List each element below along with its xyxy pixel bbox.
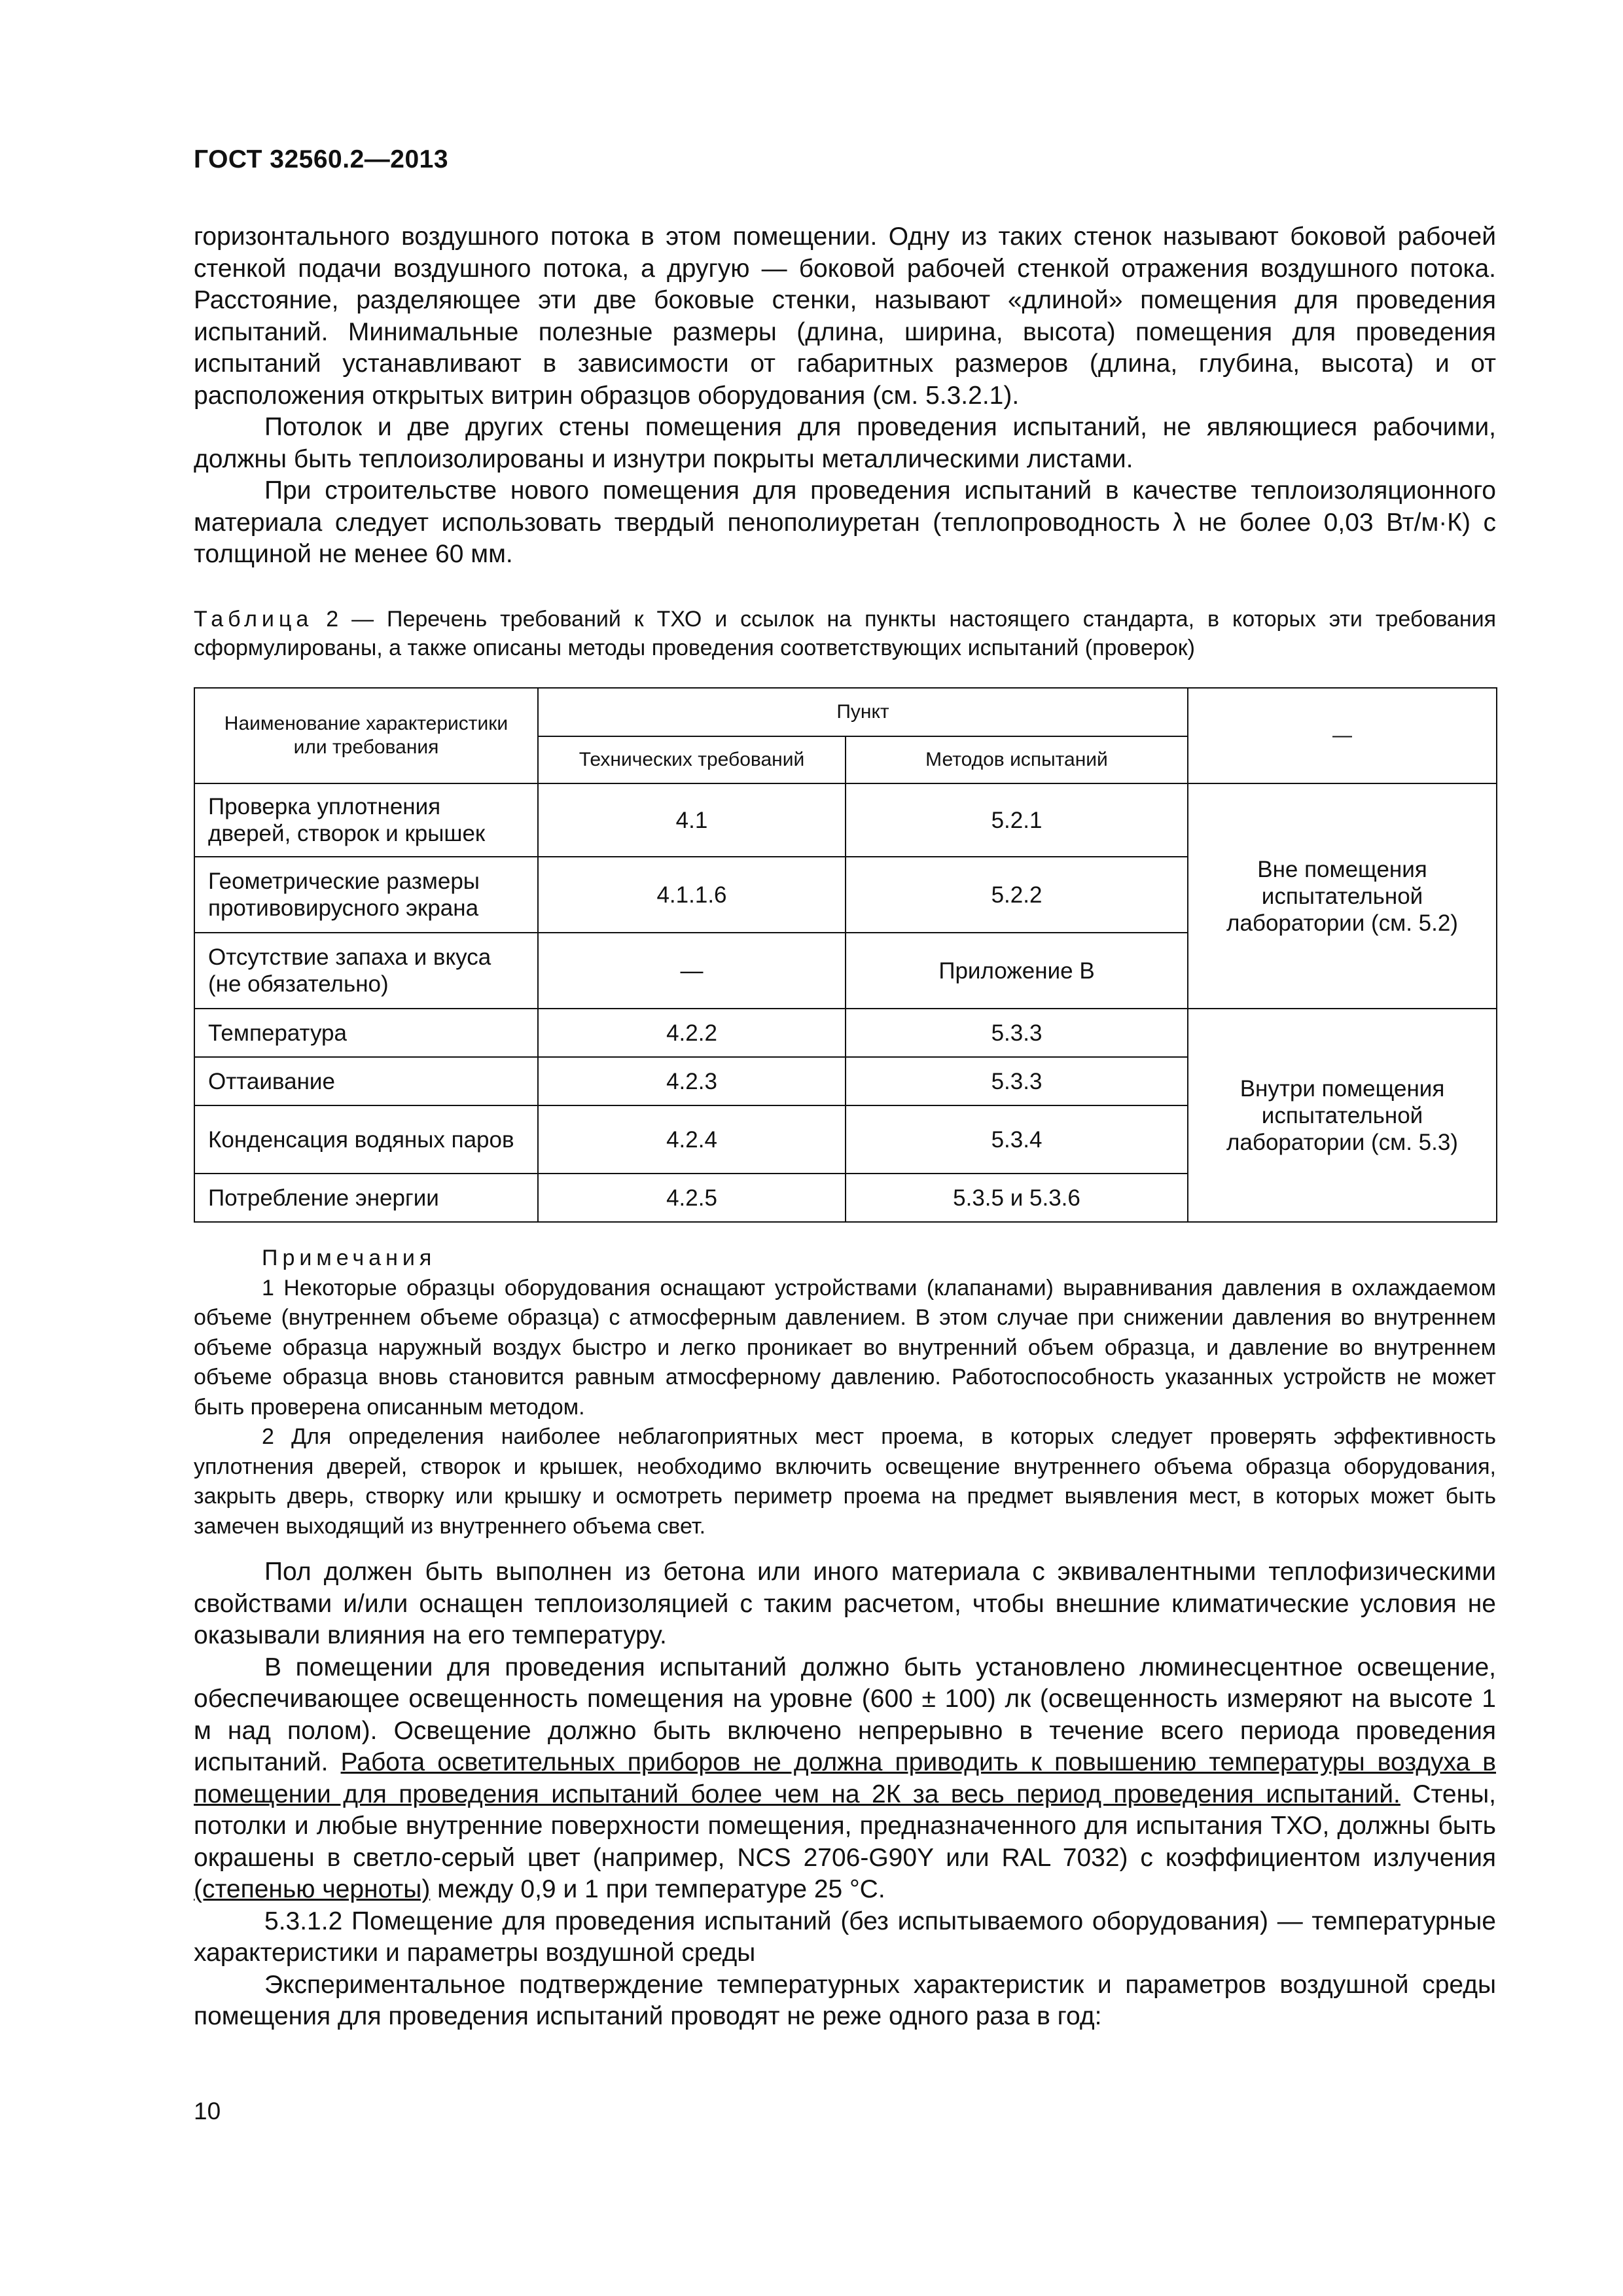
row-method: 5.3.3	[846, 1057, 1188, 1105]
row-method: 5.3.3	[846, 1009, 1188, 1057]
text-run: между 0,9 и 1 при температуре 25 °С.	[430, 1875, 885, 1903]
header-name: Наименование характеристики или требования	[194, 688, 538, 783]
row-tech: —	[538, 933, 846, 1009]
row-name: Отсутствие запаха и вкуса (не обязательно)	[194, 933, 538, 1009]
note-item: 2 Для определения наиболее неблагоприятных мест проема, в которых следует проверять эффективность уплотнения дверей, створок и крышек, необходимо включить освещение внутреннего объема образца оборудования, закрыть дверь, створку или крышку и осмотреть периметр проема на предмет выявления мест, в которых может быть замечен выходящий из внутреннего объема свет.	[194, 1424, 1496, 1539]
row-method: 5.2.1	[846, 783, 1188, 857]
table-header-row	[194, 688, 1497, 736]
requirements-table	[194, 687, 1497, 1223]
header-punkt: Пункт	[538, 688, 1188, 736]
notes-heading	[194, 1244, 1496, 1274]
text-run: В помещении для проведения испытаний должно быть установлено люминесцентное освещение, обеспечивающее освещенность помещения на уровне (600 ± 100) лк (освещенность измеряют на высоте 1 м над полом). Освещение должно быть включено непрерывно в течение всего периода проведения испытаний.	[194, 1653, 1496, 1776]
row-tech: 4.1	[538, 783, 846, 857]
paragraph: Потолок и две других стены помещения для проведения испытаний, не являющиеся рабочими, должны быть теплоизолированы и изнутри покрыты металлическими листами.	[194, 413, 1496, 473]
row-method: 5.3.5 и 5.3.6	[846, 1174, 1188, 1222]
paragraph: Пол должен быть выполнен из бетона или иного материала с эквивалентными теплофизическими свойствами и/или оснащен теплоизоляцией с таким расчетом, чтобы внешние климатические условия не оказывали влияния на его температуру.	[194, 1558, 1496, 1649]
paragraph: При строительстве нового помещения для проведения испытаний в качестве теплоизоляционного материала следует использовать твердый пенополиуретан (теплопроводность λ не более 0,03 Вт/м·К) с толщиной не менее 60 мм.	[194, 476, 1496, 568]
table-caption-label: Таблица	[194, 607, 313, 632]
text-run: Стены, потолки и любые внутренние поверхности помещения, предназначенного для испытания ТХО, должны быть окрашены в светло-серый цвет (например, NCS 2706-G90Y или RAL 7032) с коэффициентом излучения	[194, 1780, 1497, 1872]
table-caption	[194, 605, 1496, 662]
notes-block	[194, 1244, 1496, 1541]
section-heading: 5.3.1.2 Помещение для проведения испытаний (без испытываемого оборудования) — температурные характеристики и параметры воздушной среды	[194, 1907, 1496, 1967]
note-item: 1 Некоторые образцы оборудования оснащают устройствами (клапанами) выравнивания давления в охлаждаемом объеме (внутреннем объеме образца) с атмосферным давлением. В этом случае при снижении давления во внутреннем объеме образца наружный воздух быстро и легко проникает во внутренний объем образца, и давление во внутреннем объеме образца вновь становится равным атмосферному давлению. Работоспособность указанных устройств не может быть проверена описанным методом.	[194, 1275, 1496, 1420]
row-tech: 4.2.5	[538, 1174, 846, 1222]
page-number: 10	[194, 2098, 221, 2125]
underlined-text: (степенью черноты)	[194, 1875, 431, 1903]
row-method: 5.2.2	[846, 857, 1188, 933]
row-tech: 4.1.1.6	[538, 857, 846, 933]
notes-heading-text: Примечания	[262, 1246, 437, 1270]
paragraph	[194, 1652, 1496, 1906]
row-method: Приложение В	[846, 933, 1188, 1009]
row-method: 5.3.4	[846, 1105, 1188, 1174]
underlined-text: Работа осветительных приборов не должна приводить к повышению температуры воздуха в помещении для проведения испытаний более чем на 2К за весь период проведения испытаний.	[194, 1748, 1496, 1808]
header-tech: Технических требований	[538, 736, 846, 783]
row-name: Конденсация водяных паров	[194, 1105, 538, 1174]
table-caption-text: 2 — Перечень требований к ТХО и ссылок на пункты настоящего стандарта, в которых эти требования сформулированы, а также описаны методы проведения соответствующих испытаний (проверок)	[194, 607, 1496, 660]
standard-header: ГОСТ 32560.2—2013	[194, 145, 449, 173]
paragraph: Экспериментальное подтверждение температурных характеристик и параметров воздушной среды помещения для проведения испытаний проводят не реже одного раза в год:	[194, 1970, 1496, 2030]
tail-text	[194, 1556, 1496, 2033]
row-name: Проверка уплотнения дверей, створок и крышек	[194, 783, 538, 857]
row-tech: 4.2.4	[538, 1105, 846, 1174]
table-row	[194, 1009, 1497, 1057]
table-row	[194, 783, 1497, 857]
intro-text	[194, 221, 1496, 571]
row-tech: 4.2.3	[538, 1057, 846, 1105]
header-methods: Методов испытаний	[846, 736, 1188, 783]
row-name: Температура	[194, 1009, 538, 1057]
row-name: Геометрические размеры противовирусного экрана	[194, 857, 538, 933]
header-location: —	[1188, 688, 1497, 783]
group-outside-lab: Вне помещения испытательной лаборатории (см. 5.2)	[1188, 783, 1497, 1009]
row-tech: 4.2.2	[538, 1009, 846, 1057]
group-inside-lab: Внутри помещения испытательной лаборатории (см. 5.3)	[1188, 1009, 1497, 1222]
paragraph: горизонтального воздушного потока в этом помещении. Одну из таких стенок называют боковой рабочей стенкой подачи воздушного потока, а другую — боковой рабочей стенкой отражения воздушного потока. Расстояние, разделяющее эти две боковые стенки, называют «длиной» помещения для проведения испытаний. Минимальные полезные размеры (длина, ширина, высота) помещения для проведения испытаний устанавливают в зависимости от габаритных размеров (длина, глубина, высота) и от расположения открытых витрин образцов оборудования (см. 5.3.2.1).	[194, 223, 1496, 410]
row-name: Потребление энергии	[194, 1174, 538, 1222]
row-name: Оттаивание	[194, 1057, 538, 1105]
